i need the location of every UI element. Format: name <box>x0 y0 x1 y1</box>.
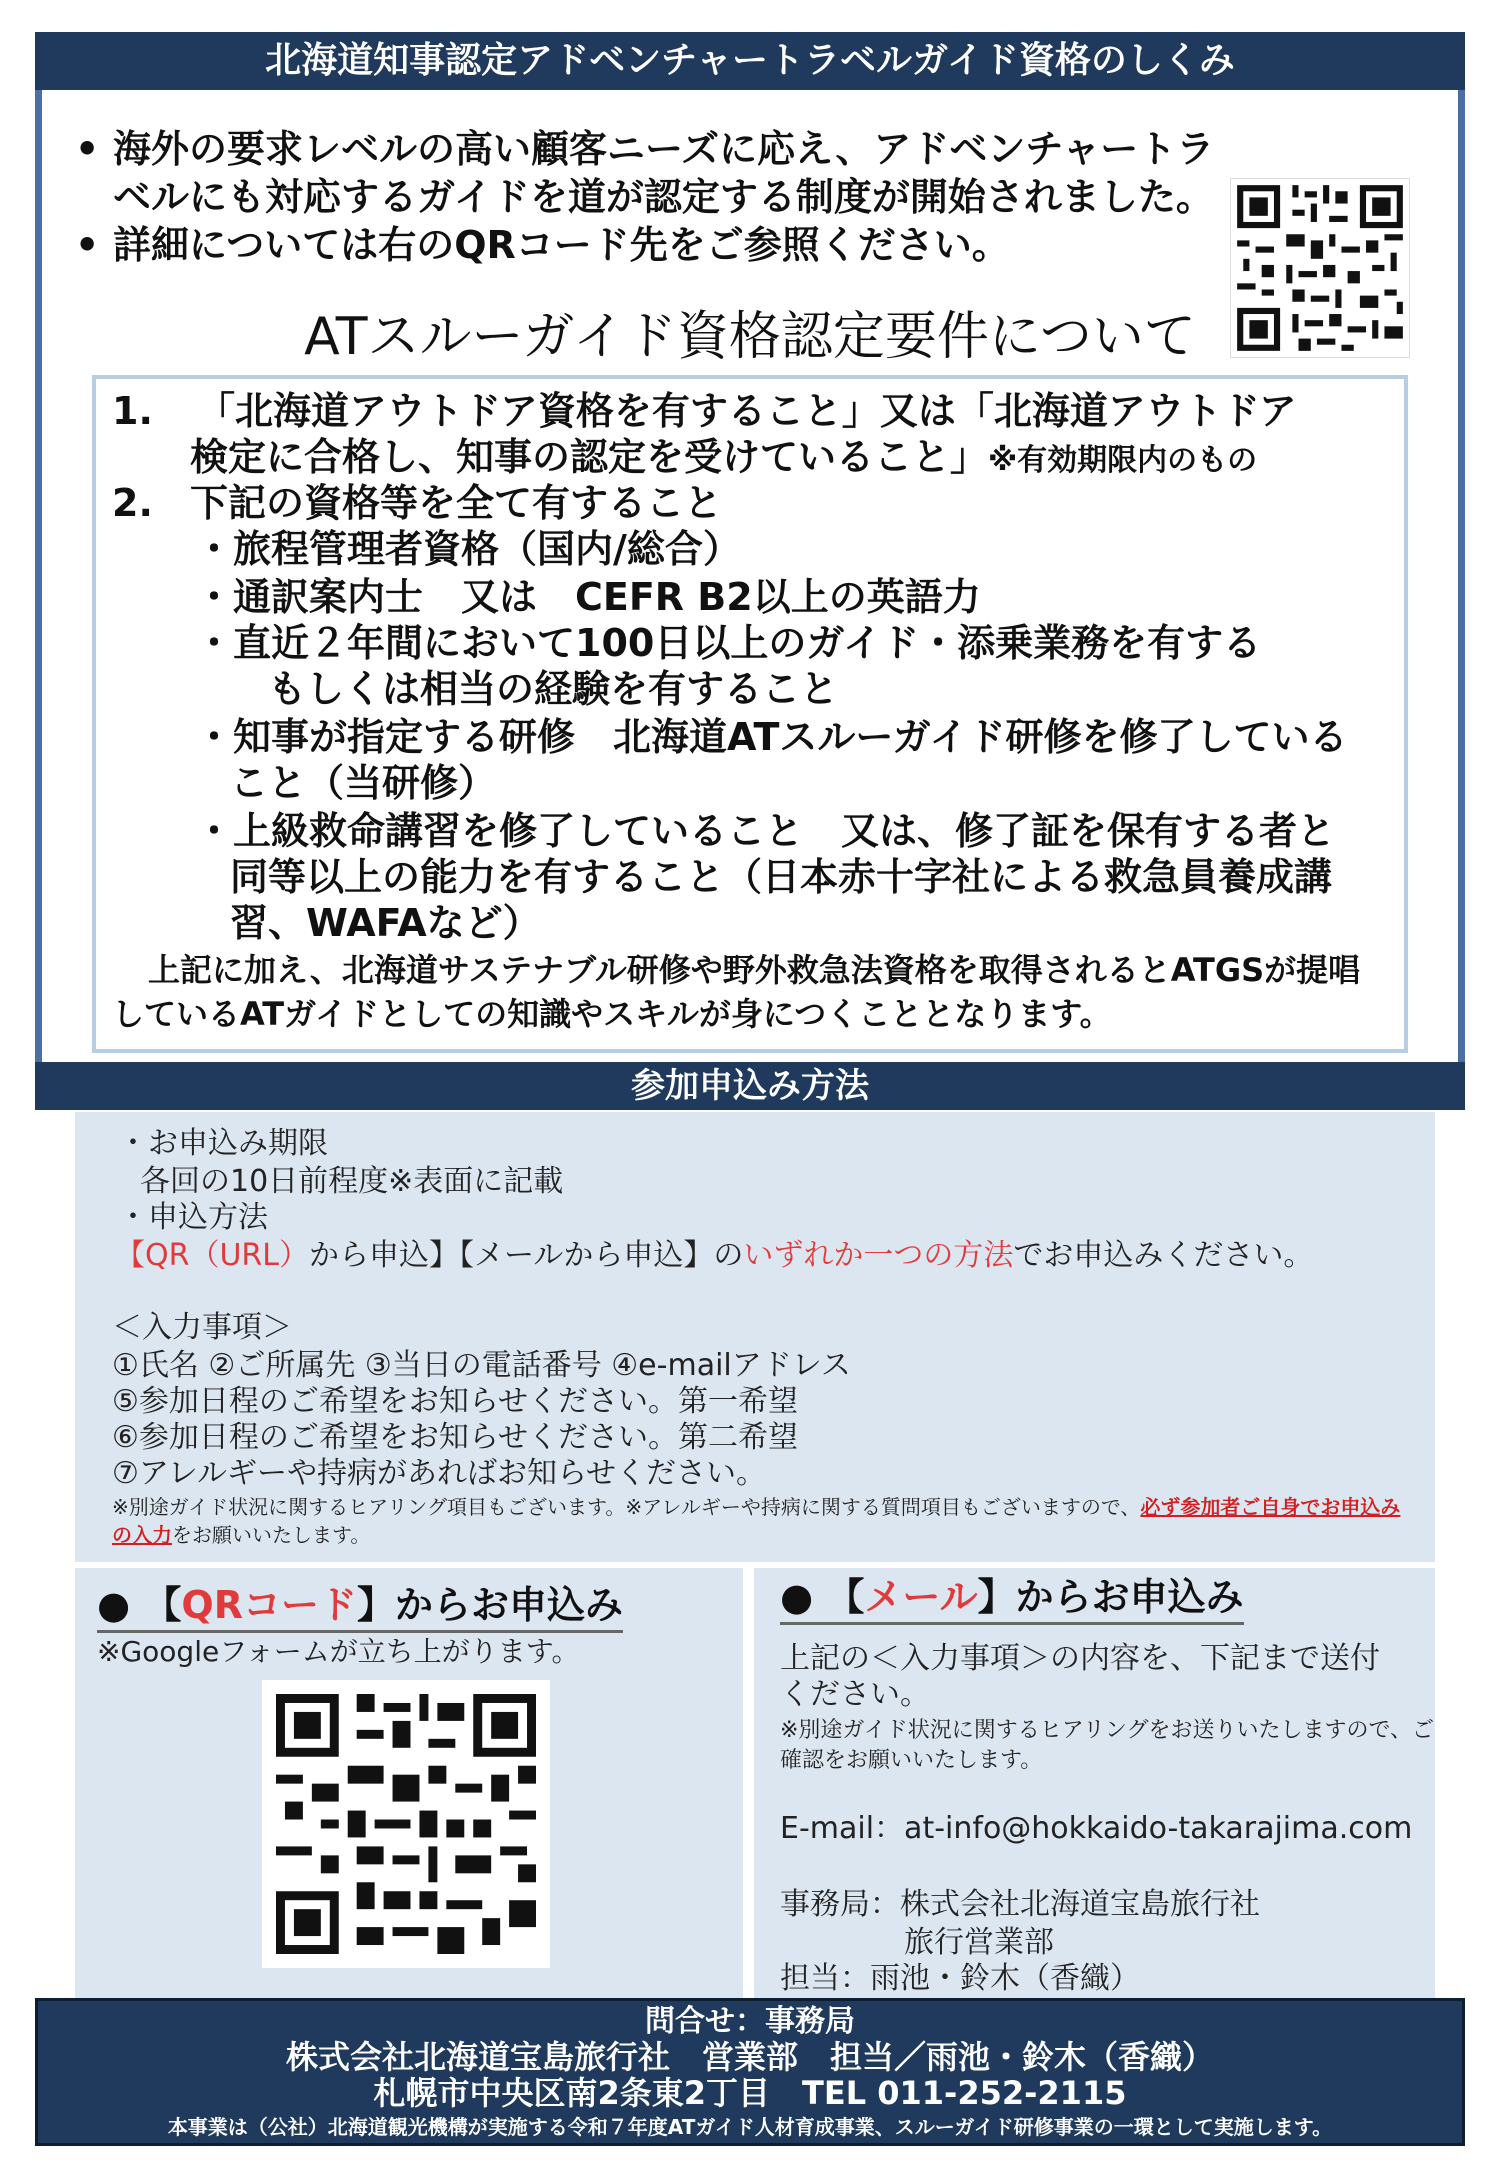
apply-small-note <box>112 1493 1412 1549</box>
req-sub-5-line-1: ・上級救命講習を修了していること 又は、修了証を保有する者と <box>195 809 1336 853</box>
field-1-4: ①氏名 ②ご所属先 ③当日の電話番号 ④e-mailアドレス <box>112 1348 851 1383</box>
qr-apply-note: ※Googleフォームが立ち上がります。 <box>97 1635 580 1668</box>
req-sub-3-line-2: もしくは相当の経験を有すること <box>268 667 839 711</box>
mail-instruction-line-1: 上記の＜入力事項＞の内容を、下記まで送付 <box>780 1641 1380 1676</box>
mail-apply-heading <box>780 1574 1244 1625</box>
field-6: ⑥参加日程のご希望をお知らせください。第二希望 <box>112 1420 798 1455</box>
intro-bullet-1: • 海外の要求レベルの高い顧客ニーズに応え、アドベンチャートラベルにも対応するガイドを道が認定する制度が開始されました。 <box>75 125 1225 221</box>
method-qr-label: 【QR（URL） <box>115 1238 309 1273</box>
req-item-1-text: 検定に合格し、知事の認定を受けていること」 <box>190 435 989 479</box>
mail-head-post: 】からお申込み <box>977 1575 1244 1619</box>
footer-contact <box>35 1998 1465 2146</box>
mail-head-pre: ● 【 <box>780 1575 865 1619</box>
contact-email[interactable]: E-mail：at-info@hokkaido-takarajima.com <box>780 1811 1413 1846</box>
req-item-2-text: 下記の資格等を全て有すること <box>190 481 723 525</box>
office-contact-person: 担当：雨池・鈴木（香織） <box>780 1961 1140 1996</box>
requirements-title: ATスルーガイド資格認定要件について <box>304 307 1196 367</box>
req-sub-2: ・通訳案内士 又は CEFR B2以上の英語力 <box>195 575 981 619</box>
req-sub-3-line-1: ・直近２年間において100日以上のガイド・添乗業務を有する <box>195 621 1262 665</box>
qr-apply-heading <box>97 1582 623 1633</box>
req-item-1-note: ※有効期限内のもの <box>988 443 1258 478</box>
field-5: ⑤参加日程のご希望をお知らせください。第一希望 <box>112 1384 798 1419</box>
deadline-text: 各回の10日前程度※表面に記載 <box>140 1164 564 1199</box>
req-item-1-number: 1. <box>112 389 153 433</box>
req-sub-4-line-1: ・知事が指定する研修 北海道ATスルーガイド研修を修了している <box>195 715 1348 759</box>
req-sub-5-line-3: 習、WAFAなど） <box>230 901 541 945</box>
page-title: 北海道知事認定アドベンチャートラベルガイド資格のしくみ <box>35 32 1465 90</box>
apply-qr-code[interactable] <box>262 1680 550 1968</box>
mail-apply-panel <box>754 1568 1435 1998</box>
small-note-emphasis: 必ず参加者ご自身でお申込みの入力 <box>112 1495 1401 1547</box>
footer-line-1: 問合せ：事務局 <box>645 2004 855 2039</box>
req-item-2-number: 2. <box>112 481 153 525</box>
intro-bullet-2: • 詳細については右のQRコード先をご参照ください。 <box>75 221 1225 269</box>
deadline-label: ・お申込み期限 <box>118 1126 328 1161</box>
qr-head-post: 】からお申込み <box>356 1583 623 1627</box>
office-department: 旅行営業部 <box>904 1925 1054 1960</box>
footer-line-4: 本事業は（公社）北海道観光機構が実施する令和７年度ATガイド人材育成事業、スルーガイド研修事業の一環として実施します。 <box>167 2115 1333 2139</box>
apply-section-title: 参加申込み方法 <box>35 1062 1465 1110</box>
mail-instruction-line-2: ください。 <box>780 1677 930 1712</box>
method-mid: から申込】【メールから申込】の <box>308 1238 744 1273</box>
method-text <box>115 1238 1313 1274</box>
requirements-note: 上記に加え、北海道サステナブル研修や野外救急法資格を取得されるとATGSが提唱しているATガイドとしての知識やスキルが身につくこととなります。 <box>112 951 1361 1033</box>
req-sub-4-line-2: こと（当研修） <box>230 761 497 805</box>
mail-small-note: ※別途ガイド状況に関するヒアリングをお送りいたしますので、ご確認をお願いいたします。 <box>780 1718 1435 1773</box>
small-note-text: ※別途ガイド状況に関するヒアリング項目もございます。※アレルギーや持病に関する質問項目もございますので、 <box>112 1495 1141 1519</box>
footer-line-2: 株式会社北海道宝島旅行社 営業部 担当／雨池・鈴木（香織） <box>285 2038 1214 2076</box>
method-emphasis: いずれか一つの方法 <box>743 1238 1014 1273</box>
method-label: ・申込方法 <box>118 1200 268 1235</box>
req-item-1-line-1: 「北海道アウトドア資格を有すること」又は「北海道アウトドア <box>197 389 1297 433</box>
req-sub-1: ・旅程管理者資格（国内/総合） <box>195 527 741 571</box>
qr-head-red: QRコード <box>181 1583 357 1627</box>
qr-head-pre: ● 【 <box>97 1583 182 1627</box>
method-end: でお申込みください。 <box>1013 1238 1314 1273</box>
mail-head-red: メール <box>864 1575 978 1619</box>
qr-code-icon <box>276 1694 536 1954</box>
req-item-1-line-2 <box>190 434 1257 484</box>
office-name: 事務局：株式会社北海道宝島旅行社 <box>780 1887 1260 1922</box>
fields-title: ＜入力事項＞ <box>112 1310 292 1345</box>
small-note-end: をお願いいたします。 <box>172 1523 371 1547</box>
req-sub-5-line-2: 同等以上の能力を有すること（日本赤十字社による救急員養成講 <box>230 855 1333 899</box>
intro-list <box>75 125 1225 269</box>
field-7: ⑦アレルギーや持病があればお知らせください。 <box>112 1456 767 1491</box>
footer-line-3: 札幌市中央区南2条東2丁目 TEL 011-252-2115 <box>373 2074 1127 2112</box>
